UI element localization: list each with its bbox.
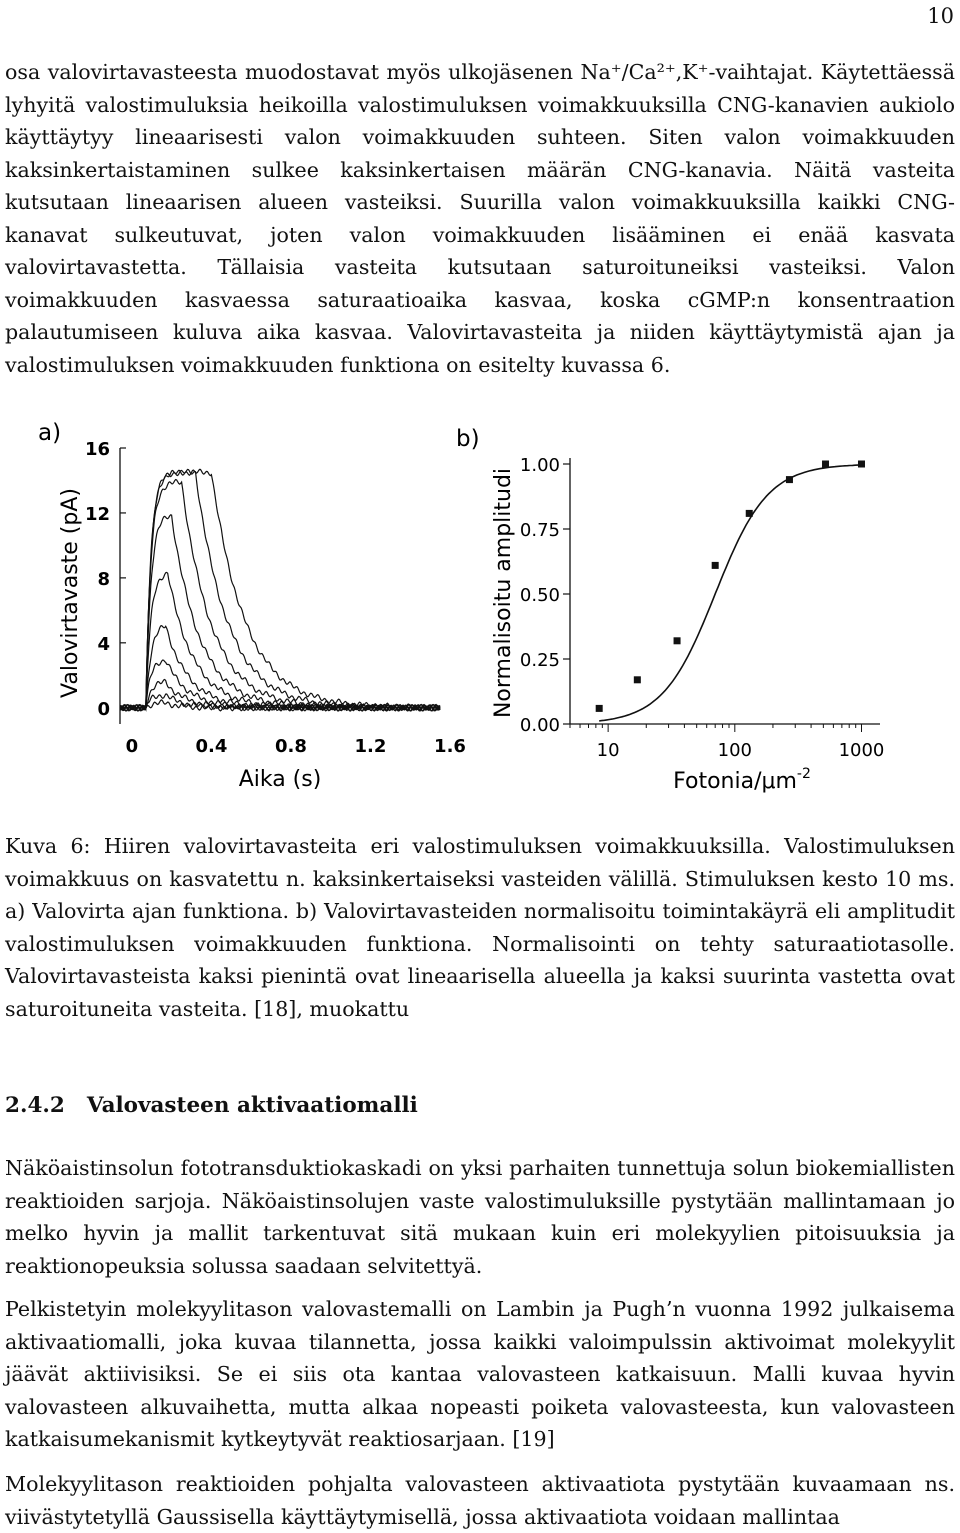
panel-b-y-tick-label: 0.75 <box>519 520 560 541</box>
panel-a-y-tick-label: 0 <box>97 698 110 720</box>
panel-a-y-tick-label: 8 <box>97 568 110 590</box>
panel-a-x-tick-label: 0 <box>125 736 139 757</box>
section-number: 2.4.2 <box>5 1093 65 1118</box>
panel-b-y-axis-label: Normalisoitu amplitudi <box>491 467 516 719</box>
panel-a-series-line <box>120 515 440 711</box>
panel-a-label: a) <box>38 420 62 446</box>
panel-a-x-axis-label: Aika (s) <box>238 767 322 792</box>
panel-b-x-tick-label: 10 <box>596 740 620 761</box>
body-paragraph-2: Näköaistinsolun fototransduktiokaskadi on yksi parhaiten tunnettuja solun biokemiallisten reaktioiden sarjoja. Näköaistinsolujen vaste valostimuluksille pystytään mallintamaan jo melko hyvin ja mallit tarkentuvat sitä mukaan kuin eri molekyylien pitoisuuksia ja reaktionopeuksia solussa saadaan selvitettyä. <box>5 1156 955 1278</box>
panel-b-data-point <box>634 676 641 683</box>
panel-b-y-tick-label: 0.25 <box>519 650 560 671</box>
panel-a-x-tick-label: 1.2 <box>354 736 387 757</box>
panel-a-series-line <box>120 480 440 711</box>
panel-b-data-point <box>746 510 753 517</box>
section-title: Valovasteen aktivaatiomalli <box>86 1093 418 1118</box>
page-number: 10 <box>927 4 954 28</box>
figure-caption: Kuva 6: Hiiren valovirtavasteita eri valostimuluksen voimakkuuksilla. Valostimuluksen voimakkuus on kasvatettu n. kaksinkertaiseksi vasteiden välillä. Stimuluksen kesto 10 ms. a) Valovirta ajan funktiona. b) Valovirtavasteiden normalisoitu toimintakäyrä eli amplitudit valostimuluksen voimakkuuden funktiona. Normalisointi on tehty saturaatiotasolle. Valovirtavasteista kaksi pienintä ovat lineaarisella alueella ja kaksi suurinta vastetta ovat saturoituneita vasteita. [18], muokattu <box>5 834 955 1021</box>
panel-a-x-tick-label: 0.4 <box>195 736 228 757</box>
panel-b-data-point <box>858 461 865 468</box>
panel-b-y-tick-label: 0.00 <box>519 715 560 736</box>
panel-a-x-tick-label: 1.6 <box>434 736 466 757</box>
panel-b-x-axis-label-text: Fotonia/μm <box>673 769 797 794</box>
panel-a-x-tick-label: 0.8 <box>274 736 307 757</box>
panel-a-y-tick-label: 16 <box>84 439 110 460</box>
figure-svg <box>0 408 960 808</box>
panel-a-y-axis-label: Valovirtavaste (pA) <box>58 488 83 698</box>
panel-b-data-point <box>712 562 719 569</box>
panel-b-x-axis-label-sup: -2 <box>796 766 811 782</box>
panel-a-series-line <box>120 469 440 711</box>
panel-a-series-line <box>120 469 440 711</box>
panel-b-label: b) <box>456 426 480 452</box>
panel-a-y-tick-label: 4 <box>97 633 110 655</box>
body-paragraph-3: Pelkistetyin molekyylitason valovastemalli on Lambin ja Pugh’n vuonna 1992 julkaisema aktivaatiomalli, joka kuvaa tilannetta, jossa kaikki valoimpulssin aktivoimat molekyylit jäävät aktiivisiksi. Se ei siis ota kantaa valovasteen katkaisuun. Malli kuvaa hyvin valovasteen alkuvaihetta, mutta alkaa nopeasti poiketa valovasteesta, kun valovasteen katkaisumekanismit kytkeytyvät reaktiosarjaan. [19] <box>5 1297 955 1451</box>
panel-b-data-point <box>786 476 793 483</box>
panel-b-data-point <box>596 705 603 712</box>
panel-b-data-point <box>674 637 681 644</box>
panel-a-series-group <box>120 469 440 711</box>
panel-b-x-axis-label <box>673 766 811 794</box>
panel-a-y-tick-label: 12 <box>84 503 110 525</box>
panel-b-axes <box>520 455 884 761</box>
panel-b-data-point <box>822 461 829 468</box>
section-heading <box>5 1093 418 1118</box>
body-paragraph-4: Molekyylitason reaktioiden pohjalta valovasteen aktivaatiota pystytään kuvaamaan ns. viivästytetyllä Gaussisella käyttäytymisellä, jossa aktivaatiota voidaan mallintaa <box>5 1472 955 1529</box>
panel-b-x-tick-label: 100 <box>717 740 752 761</box>
panel-b-y-tick-label: 1.00 <box>519 455 560 476</box>
body-paragraph-1: osa valovirtavasteesta muodostavat myös ulkojäsenen Na⁺/Ca²⁺,K⁺-vaihtajat. Käytettäessä lyhyitä valostimuluksia heikoilla valostimuluksen voimakkuuksilla CNG-kanavien aukiolo käyttäytyy lineaarisesti valon voimakkuuden suhteen. Siten valon voimakkuuden kaksinkertaistaminen sulkee kaksinkertaisen määrän CNG-kanavia. Näitä vasteita kutsutaan lineaarisen alueen vasteiksi. Suurilla valon voimakkuuksilla kaikki CNG-kanavat sulkeutuvat, joten valon voimakkuuden lisääminen ei enää kasvata valovirtavastetta. Tällaisia vasteita kutsutaan saturoituneiksi vasteiksi. Valon voimakkuuden kasvaessa saturaatioaika kasvaa, koska cGMP:n konsentraation palautumiseen kuluva aika kasvaa. Valovirtavasteita ja niiden käyttäytymistä ajan ja valostimuluksen voimakkuuden funktiona on esitelty kuvassa 6. <box>5 60 955 377</box>
panel-b-x-tick-label: 1000 <box>838 740 885 761</box>
panel-b-points-group <box>596 461 865 712</box>
figure-6 <box>0 408 960 808</box>
panel-b-y-tick-label: 0.50 <box>519 585 560 606</box>
